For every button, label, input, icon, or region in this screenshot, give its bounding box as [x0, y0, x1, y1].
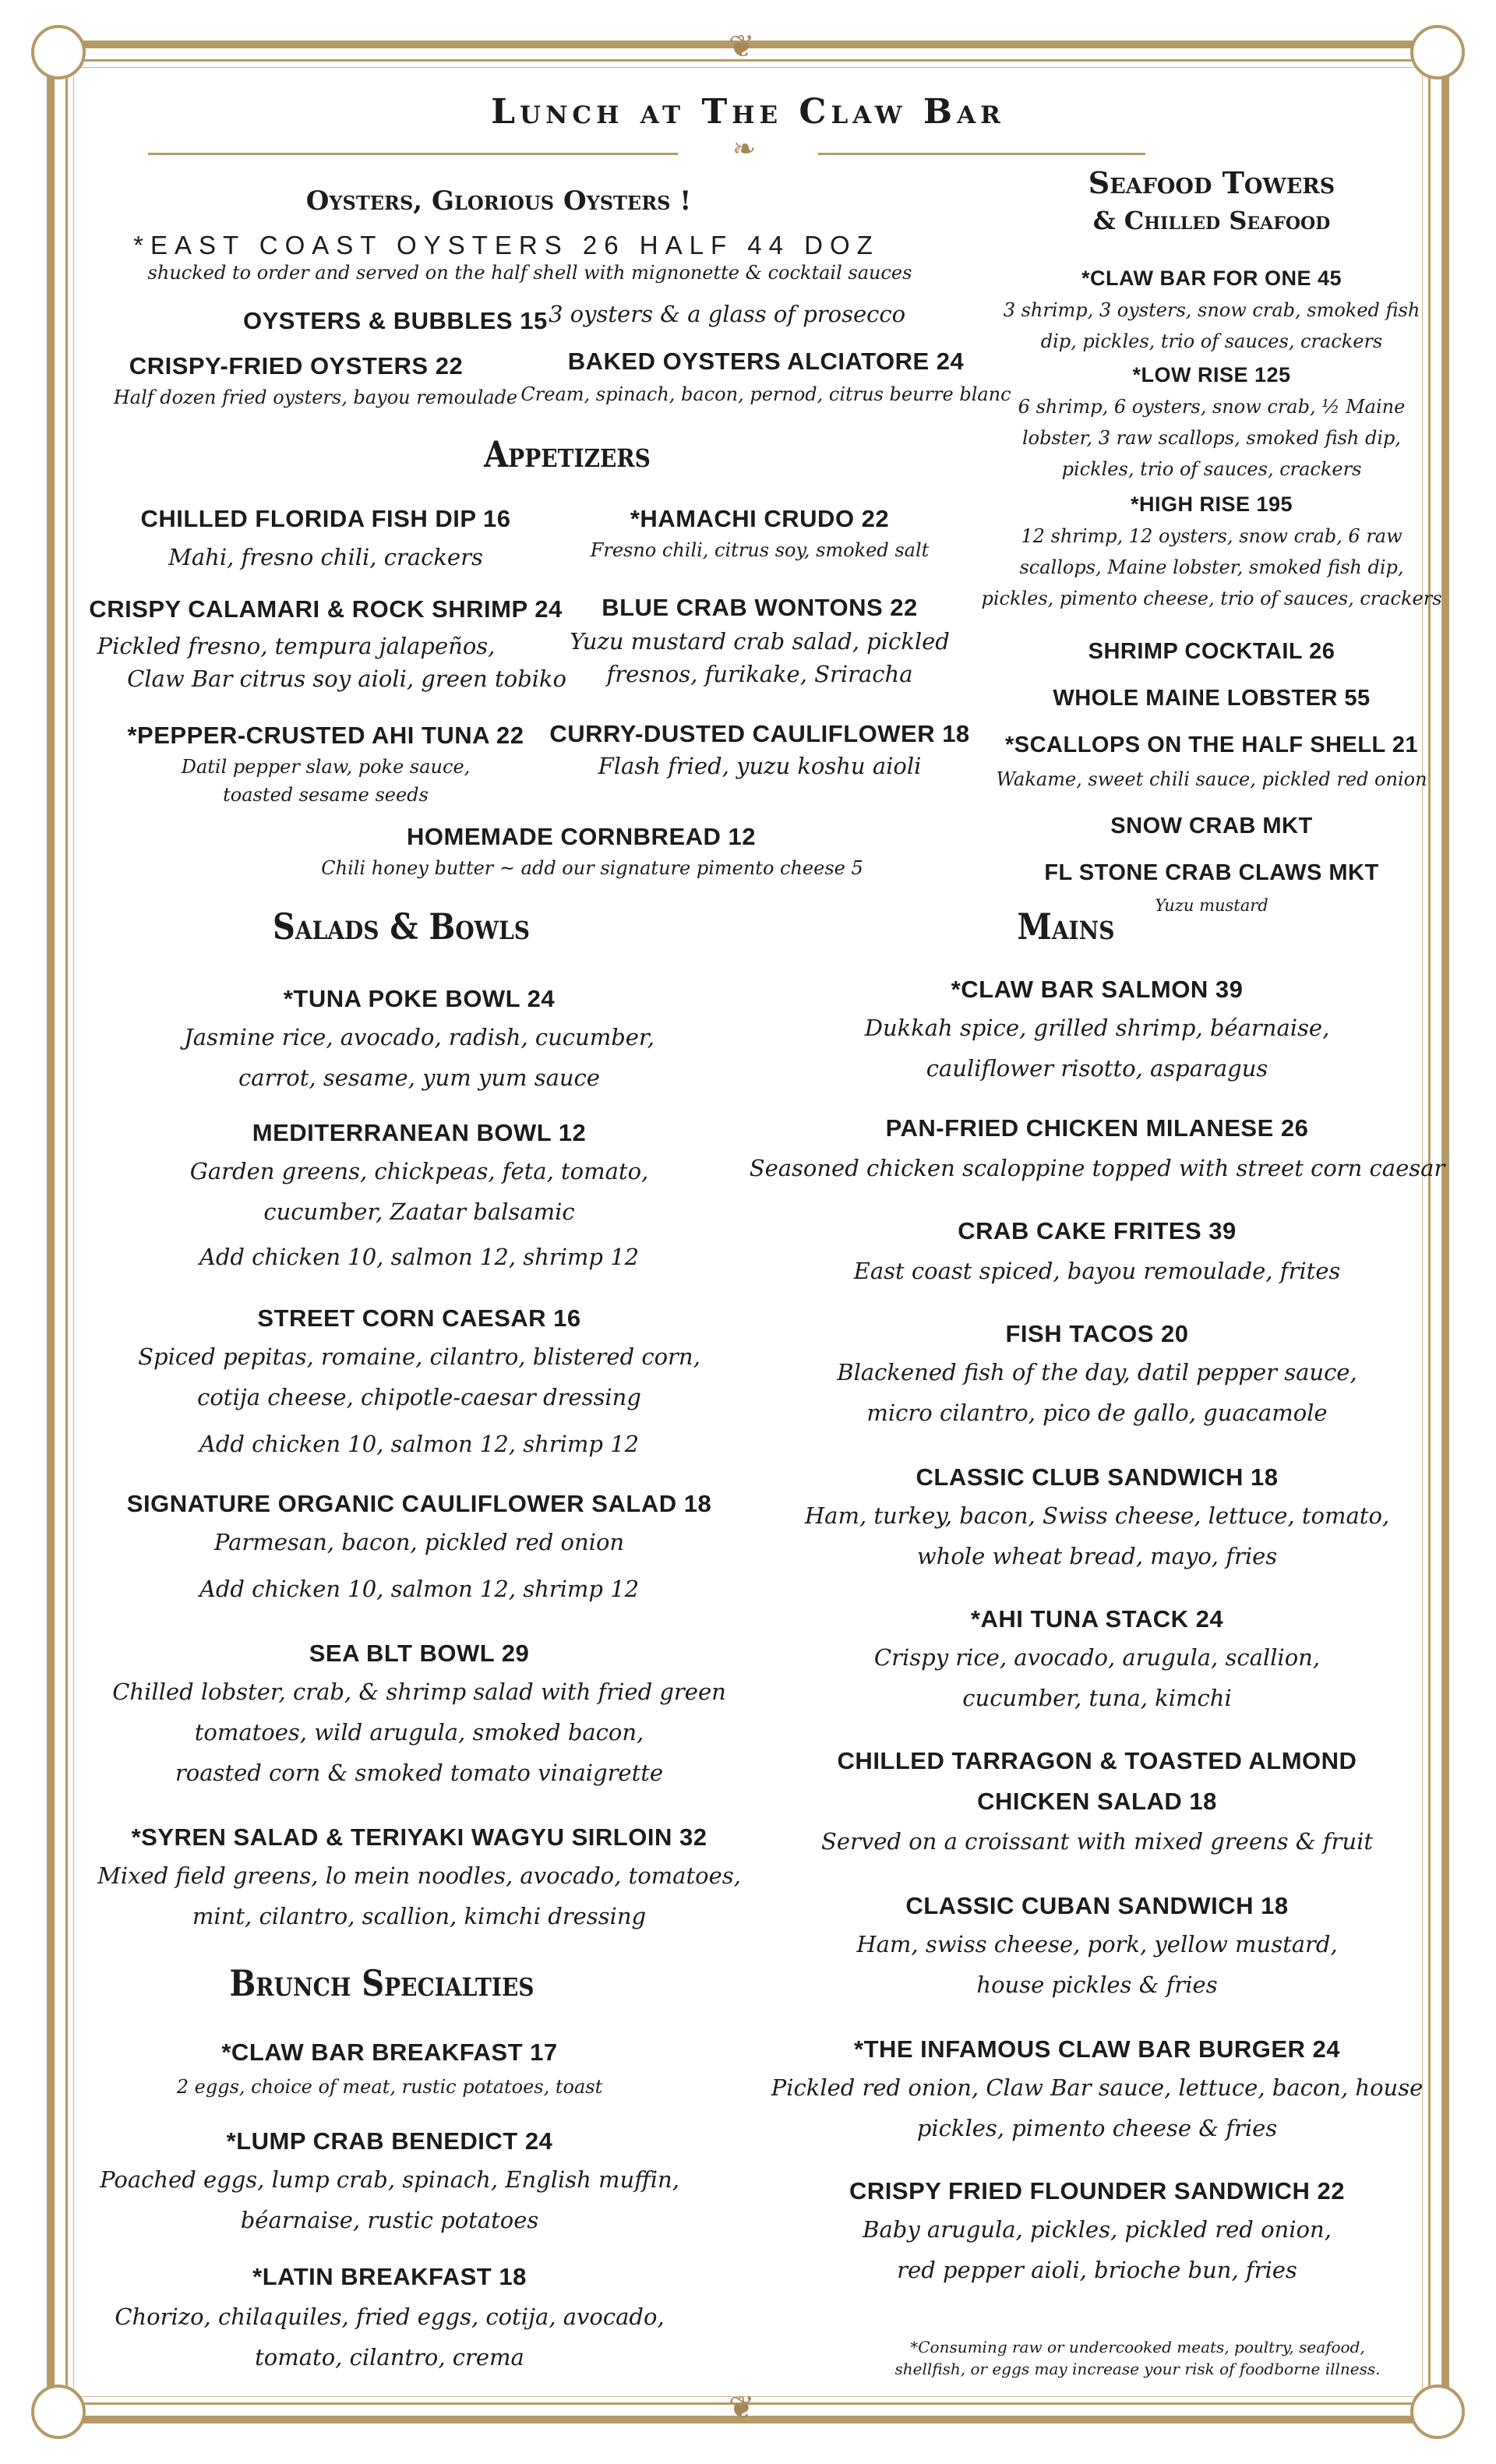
- tarragon-chicken-salad: CHILLED TARRAGON & TOASTED ALMOND: [837, 1747, 1357, 1774]
- caesar-desc-2: cotija cheese, chipotle-caesar dressing: [197, 1384, 641, 1410]
- towers-subheading: & Chilled Seafood: [1092, 206, 1331, 235]
- cauli-salad-add: Add chicken 10, salmon 12, shrimp 12: [199, 1576, 640, 1602]
- crispy-fried-oysters-desc: Half dozen fried oysters, bayou remoulade: [113, 387, 518, 408]
- claw-bar-breakfast: *CLAW BAR BREAKFAST 17: [221, 2039, 558, 2066]
- high-rise-desc-3: pickles, pimento cheese, trio of sauces, crackers: [981, 588, 1442, 609]
- tuna-poke-bowl: *TUNA POKE BOWL 24: [283, 985, 556, 1012]
- claw-bar-salmon: *CLAW BAR SALMON 39: [951, 976, 1244, 1003]
- wontons-desc-2: fresnos, furikake, Sriracha: [606, 661, 913, 687]
- low-rise-desc-1: 6 shrimp, 6 oysters, snow crab, ½ Maine: [1018, 396, 1406, 418]
- baked-oysters: BAKED OYSTERS ALCIATORE 24: [567, 348, 965, 375]
- brunch-heading: Brunch Specialties: [229, 1962, 535, 2005]
- lump-crab-benedict: *LUMP CRAB BENEDICT 24: [226, 2127, 553, 2155]
- syren-desc-2: mint, cilantro, scallion, kimchi dressing: [192, 1903, 647, 1929]
- crab-cake-frites: CRAB CAKE FRITES 39: [958, 1217, 1237, 1244]
- benedict-desc-1: Poached eggs, lump crab, spinach, English muffin,: [100, 2166, 679, 2193]
- chicken-milanese: PAN-FRIED CHICKEN MILANESE 26: [885, 1114, 1309, 1142]
- med-desc-1: Garden greens, chickpeas, feta, tomato,: [189, 1158, 649, 1184]
- appetizers-heading: Appetizers: [484, 433, 651, 476]
- corner-ornament-bottom-left: [31, 2385, 86, 2439]
- low-rise-desc-3: pickles, trio of sauces, crackers: [1061, 458, 1362, 480]
- bottom-flourish-icon: ❦: [729, 2390, 755, 2426]
- med-desc-2: cucumber, Zaatar balsamic: [263, 1198, 575, 1225]
- fish-tacos: FISH TACOS 20: [1005, 1320, 1189, 1347]
- cauliflower-salad: SIGNATURE ORGANIC CAULIFLOWER SALAD 18: [126, 1490, 712, 1517]
- cornbread-desc: Chili honey butter ~ add our signature pimento cheese 5: [321, 857, 863, 879]
- for-one-desc-2: dip, pickles, trio of sauces, crackers: [1040, 330, 1383, 352]
- stone-crab-claws: FL STONE CRAB CLAWS MKT: [1044, 860, 1379, 885]
- breakfast-desc: 2 eggs, choice of meat, rustic potatoes, toast: [176, 2076, 603, 2098]
- homemade-cornbread: HOMEMADE CORNBREAD 12: [407, 823, 756, 850]
- latin-desc-2: tomato, cilantro, crema: [255, 2344, 524, 2370]
- fish-dip-desc: Mahi, fresno chili, crackers: [168, 544, 483, 570]
- caesar-add: Add chicken 10, salmon 12, shrimp 12: [199, 1431, 640, 1457]
- tacos-desc-2: micro cilantro, pico de gallo, guacamole: [866, 1400, 1328, 1426]
- menu-title: Lunch at The Claw Bar: [491, 92, 1005, 132]
- corner-ornament-bottom-right: [1410, 2385, 1465, 2439]
- tarragon-chicken-salad-line2: CHICKEN SALAD 18: [977, 1788, 1217, 1815]
- mains-heading: Mains: [1017, 905, 1115, 948]
- syren-desc-1: Mixed field greens, lo mein noodles, avocado, tomatoes,: [97, 1862, 741, 1889]
- stack-desc-1: Crispy rice, avocado, arugula, scallion,: [873, 1644, 1321, 1671]
- caesar-desc-1: Spiced pepitas, romaine, cilantro, blistered corn,: [138, 1343, 700, 1370]
- ahi-tuna-desc-2: toasted sesame seeds: [223, 784, 429, 806]
- east-coast-oysters: *EAST COAST OYSTERS 26 HALF 44 DOZ: [133, 231, 880, 259]
- tarragon-desc: Served on a croissant with mixed greens & fruit: [820, 1828, 1374, 1855]
- cuban-desc-2: house pickles & fries: [976, 1972, 1218, 1998]
- blt-desc-2: tomatoes, wild arugula, smoked bacon,: [194, 1719, 644, 1746]
- curry-dusted-cauliflower: CURRY-DUSTED CAULIFLOWER 18: [549, 720, 970, 747]
- pepper-crusted-ahi-tuna: *PEPPER-CRUSTED AHI TUNA 22: [127, 722, 524, 749]
- classic-club-sandwich: CLASSIC CLUB SANDWICH 18: [916, 1463, 1279, 1491]
- cauli-salad-desc: Parmesan, bacon, pickled red onion: [213, 1529, 625, 1555]
- burger-desc-2: pickles, pimento cheese & fries: [916, 2115, 1278, 2141]
- hamachi-crudo-desc: Fresno chili, citrus soy, smoked salt: [590, 539, 930, 561]
- crab-cake-desc: East coast spiced, bayou remoulade, frites: [853, 1258, 1341, 1284]
- crispy-calamari: CRISPY CALAMARI & ROCK SHRIMP 24: [89, 595, 563, 623]
- low-rise-desc-2: lobster, 3 raw scallops, smoked fish dip,: [1021, 427, 1402, 449]
- top-flourish-icon: ❦: [729, 29, 755, 65]
- poke-desc-1: Jasmine rice, avocado, radish, cucumber,: [184, 1024, 654, 1050]
- snow-crab: SNOW CRAB MKT: [1110, 814, 1313, 838]
- classic-cuban-sandwich: CLASSIC CUBAN SANDWICH 18: [905, 1892, 1289, 1919]
- tacos-desc-1: Blackened fish of the day, datil pepper sauce,: [837, 1359, 1357, 1386]
- sea-blt-bowl: SEA BLT BOWL 29: [309, 1640, 530, 1667]
- oysters-bubbles: OYSTERS & BUBBLES 15: [243, 307, 548, 334]
- stone-crab-desc: Yuzu mustard: [1155, 896, 1268, 915]
- street-corn-caesar: STREET CORN CAESAR 16: [257, 1304, 581, 1332]
- ahi-tuna-stack: *AHI TUNA STACK 24: [970, 1605, 1224, 1633]
- crispy-flounder-sandwich: CRISPY FRIED FLOUNDER SANDWICH 22: [849, 2177, 1345, 2205]
- salmon-desc-2: cauliflower risotto, asparagus: [926, 1055, 1268, 1082]
- oysters-heading: Oysters, Glorious Oysters !: [305, 185, 692, 217]
- corner-ornament-top-left: [31, 25, 86, 79]
- flounder-desc-2: red pepper aioli, brioche bun, fries: [897, 2257, 1297, 2283]
- poke-desc-2: carrot, sesame, yum yum sauce: [238, 1064, 600, 1091]
- towers-heading: Seafood Towers: [1088, 165, 1335, 200]
- whole-maine-lobster: WHOLE MAINE LOBSTER 55: [1053, 686, 1371, 711]
- scallops-desc: Wakame, sweet chili sauce, pickled red onion: [996, 768, 1427, 790]
- disclaimer-line-1: *Consuming raw or undercooked meats, poultry, seafood,: [910, 2338, 1365, 2356]
- blue-crab-wontons: BLUE CRAB WONTONS 22: [602, 594, 918, 621]
- cauliflower-desc: Flash fried, yuzu koshu aioli: [598, 753, 922, 779]
- scallops-half-shell: *SCALLOPS ON THE HALF SHELL 21: [1004, 732, 1419, 757]
- blt-desc-1: Chilled lobster, crab, & shrimp salad with fried green: [112, 1679, 726, 1705]
- title-divider-left: [148, 153, 678, 155]
- low-rise: *LOW RISE 125: [1132, 363, 1291, 387]
- milanese-desc: Seasoned chicken scaloppine topped with street corn caesar: [749, 1155, 1445, 1181]
- stack-desc-2: cucumber, tuna, kimchi: [962, 1685, 1232, 1711]
- baked-oysters-desc: Cream, spinach, bacon, pernod, citrus beurre blanc: [520, 383, 1011, 405]
- club-desc-1: Ham, turkey, bacon, Swiss cheese, lettuce, tomato,: [804, 1502, 1390, 1529]
- high-rise-desc-2: scallops, Maine lobster, smoked fish dip,: [1019, 556, 1404, 578]
- high-rise: *HIGH RISE 195: [1130, 492, 1293, 516]
- disclaimer-line-2: shellfish, or eggs may increase your risk of foodborne illness.: [894, 2360, 1381, 2378]
- club-desc-2: whole wheat bread, mayo, fries: [916, 1543, 1278, 1569]
- salmon-desc-1: Dukkah spice, grilled shrimp, béarnaise,: [864, 1015, 1330, 1041]
- crispy-fried-oysters: CRISPY-FRIED OYSTERS 22: [129, 352, 464, 379]
- latin-desc-1: Chorizo, chilaquiles, fried eggs, cotija, avocado,: [115, 2303, 665, 2330]
- syren-salad: *SYREN SALAD & TERIYAKI WAGYU SIRLOIN 32: [131, 1823, 707, 1851]
- ahi-tuna-desc-1: Datil pepper slaw, poke sauce,: [181, 756, 471, 778]
- burger-desc-1: Pickled red onion, Claw Bar sauce, lettuce, bacon, house: [771, 2074, 1424, 2101]
- mediterranean-bowl: MEDITERRANEAN BOWL 12: [252, 1119, 587, 1146]
- title-divider-right: [818, 153, 1145, 155]
- high-rise-desc-1: 12 shrimp, 12 oysters, snow crab, 6 raw: [1021, 525, 1402, 547]
- east-coast-oysters-desc: shucked to order and served on the half shell with mignonette & cocktail sauces: [147, 262, 912, 284]
- for-one-desc-1: 3 shrimp, 3 oysters, snow crab, smoked fish: [1003, 299, 1420, 321]
- salads-heading: Salads & Bowls: [272, 905, 531, 948]
- corner-ornament-top-right: [1410, 25, 1465, 79]
- med-add: Add chicken 10, salmon 12, shrimp 12: [199, 1244, 640, 1270]
- fish-dip: CHILLED FLORIDA FISH DIP 16: [140, 505, 511, 532]
- cuban-desc-1: Ham, swiss cheese, pork, yellow mustard,: [856, 1931, 1338, 1957]
- claw-bar-for-one: *CLAW BAR FOR ONE 45: [1081, 267, 1343, 290]
- blt-desc-3: roasted corn & smoked tomato vinaigrette: [175, 1760, 664, 1786]
- wontons-desc-1: Yuzu mustard crab salad, pickled: [570, 628, 950, 655]
- oysters-bubbles-desc: 3 oysters & a glass of prosecco: [549, 301, 906, 327]
- calamari-desc-1: Pickled fresno, tempura jalapeños,: [97, 633, 496, 659]
- flounder-desc-1: Baby arugula, pickles, pickled red onion,: [863, 2216, 1332, 2243]
- claw-bar-burger: *THE INFAMOUS CLAW BAR BURGER 24: [854, 2035, 1340, 2063]
- calamari-desc-2: Claw Bar citrus soy aioli, green tobiko: [127, 665, 566, 692]
- hamachi-crudo: *HAMACHI CRUDO 22: [630, 505, 890, 532]
- latin-breakfast: *LATIN BREAKFAST 18: [252, 2263, 527, 2290]
- shrimp-cocktail: SHRIMP COCKTAIL 26: [1088, 639, 1335, 664]
- benedict-desc-2: béarnaise, rustic potatoes: [240, 2207, 539, 2233]
- title-flourish-icon: ❧: [732, 133, 757, 165]
